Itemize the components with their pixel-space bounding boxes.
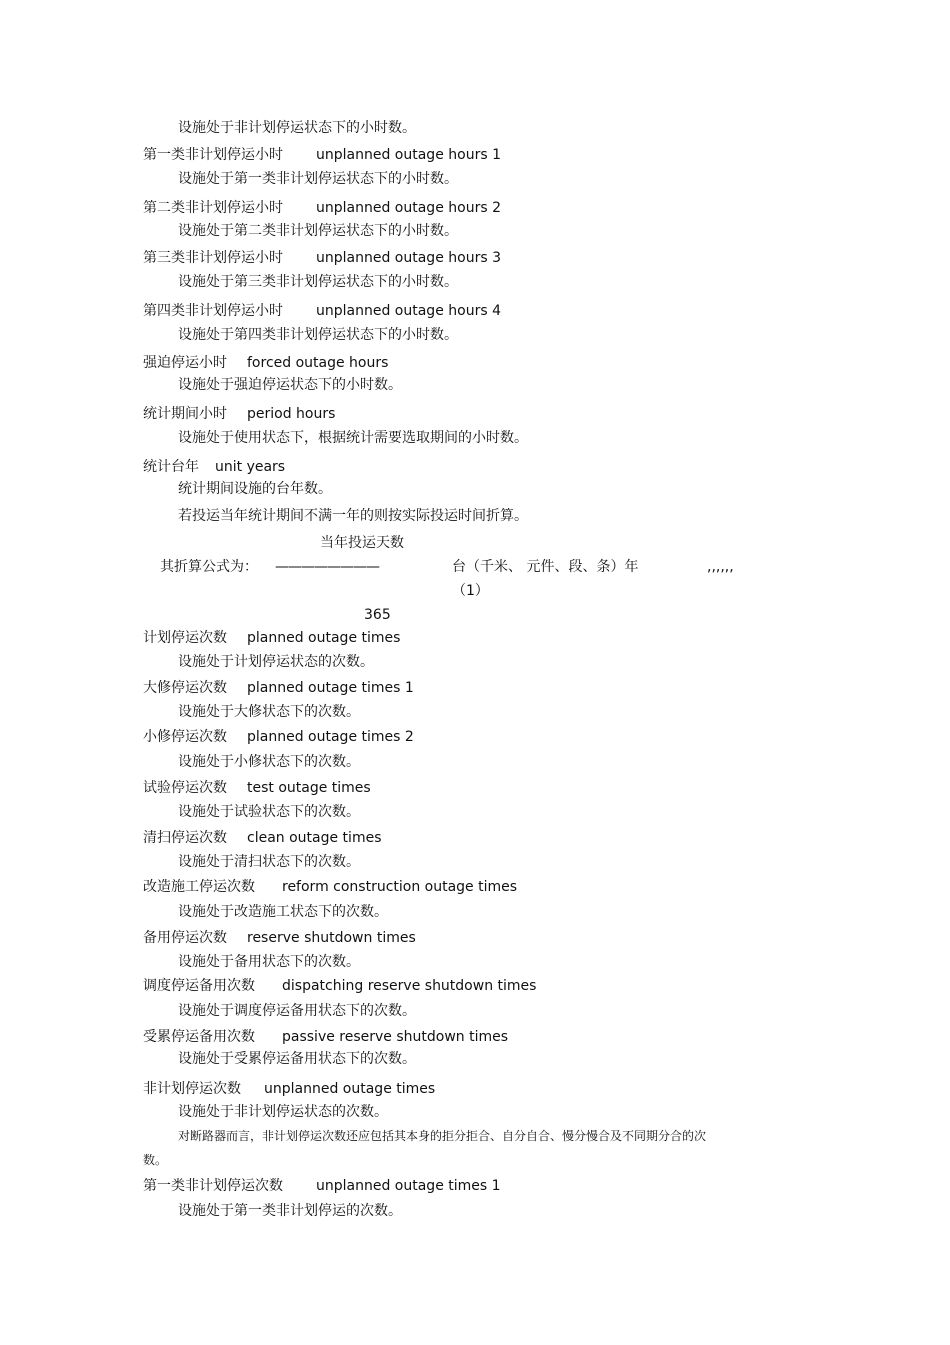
term-chinese: 第一类非计划停运小时 [143,147,283,163]
term-chinese: 备用停运次数 [143,930,227,946]
definition-text: 设施处于第一类非计划停运的次数。 [178,1203,402,1219]
term-english: dispatching reserve shutdown times [282,978,537,994]
term-chinese: 计划停运次数 [143,630,227,646]
term-chinese: 改造施工停运次数 [143,879,255,895]
definition-text: 设施处于第一类非计划停运状态下的小时数。 [178,171,458,187]
definition-text: 设施处于改造施工状态下的次数。 [178,904,388,920]
formula-leader: ,,,,,, [707,559,734,575]
term-english: unplanned outage hours 3 [316,250,501,266]
term-chinese: 小修停运次数 [143,729,227,745]
term-chinese: 非计划停运次数 [143,1081,241,1097]
definition-text: 设施处于使用状态下，根据统计需要选取期间的小时数。 [178,430,528,446]
term-chinese: 第三类非计划停运小时 [143,250,283,266]
term-english: unplanned outage hours 1 [316,147,501,163]
term-english: planned outage times 2 [247,729,414,745]
definition-text: 设施处于第四类非计划停运状态下的小时数。 [178,327,458,343]
term-chinese: 试验停运次数 [143,780,227,796]
definition-note-continued: 数。 [143,1153,168,1167]
definition-text: 统计期间设施的台年数。 [178,481,332,497]
term-english: planned outage times 1 [247,680,414,696]
definition-text: 设施处于第二类非计划停运状态下的小时数。 [178,223,458,239]
formula-denominator: 365 [364,607,391,623]
definition-text: 设施处于非计划停运状态的次数。 [178,1104,388,1120]
term-chinese: 第二类非计划停运小时 [143,200,283,216]
term-english: test outage times [247,780,371,796]
term-english: unplanned outage times [264,1081,436,1097]
formula-equation-number: （1） [452,583,489,599]
term-chinese: 强迫停运小时 [143,355,227,371]
term-english: forced outage hours [247,355,389,371]
term-english: clean outage times [247,830,382,846]
definition-text: 设施处于计划停运状态的次数。 [178,654,374,670]
term-chinese: 统计台年 [143,459,199,475]
formula-unit: 台（千米、 元件、段、条）年 [452,559,639,575]
definition-text: 设施处于调度停运备用状态下的次数。 [178,1003,416,1019]
term-english: unplanned outage hours 4 [316,303,501,319]
term-english: passive reserve shutdown times [282,1029,509,1045]
term-english: period hours [247,406,336,422]
formula-prefix: 其折算公式为： [160,559,258,575]
definition-note: 对断路器而言，非计划停运次数还应包括其本身的拒分拒合、自分自合、慢分慢合及不同期分合的次 [178,1129,707,1143]
term-chinese: 统计期间小时 [143,406,227,422]
term-english: unplanned outage times 1 [316,1178,501,1194]
term-chinese: 大修停运次数 [143,680,227,696]
term-chinese: 第四类非计划停运小时 [143,303,283,319]
definition-text: 设施处于大修状态下的次数。 [178,704,360,720]
term-english: unit years [215,459,286,475]
formula-numerator: 当年投运天数 [320,535,404,551]
term-chinese: 第一类非计划停运次数 [143,1178,283,1194]
definition-text: 设施处于第三类非计划停运状态下的小时数。 [178,274,458,290]
term-english: reserve shutdown times [247,930,416,946]
definition-text: 设施处于强迫停运状态下的小时数。 [178,377,402,393]
term-chinese: 受累停运备用次数 [143,1029,255,1045]
term-chinese: 清扫停运次数 [143,830,227,846]
definition-text: 设施处于小修状态下的次数。 [178,754,360,770]
formula-fraction-bar: ———————— [275,559,379,575]
term-english: planned outage times [247,630,401,646]
term-english: reform construction outage times [282,879,518,895]
term-english: unplanned outage hours 2 [316,200,501,216]
definition-text: 设施处于备用状态下的次数。 [178,954,360,970]
term-chinese: 调度停运备用次数 [143,978,255,994]
definition-note: 若投运当年统计期间不满一年的则按实际投运时间折算。 [178,508,528,524]
definition-text: 设施处于非计划停运状态下的小时数。 [178,120,416,136]
definition-text: 设施处于清扫状态下的次数。 [178,854,360,870]
definition-text: 设施处于试验状态下的次数。 [178,804,360,820]
definition-text: 设施处于受累停运备用状态下的次数。 [178,1051,416,1067]
